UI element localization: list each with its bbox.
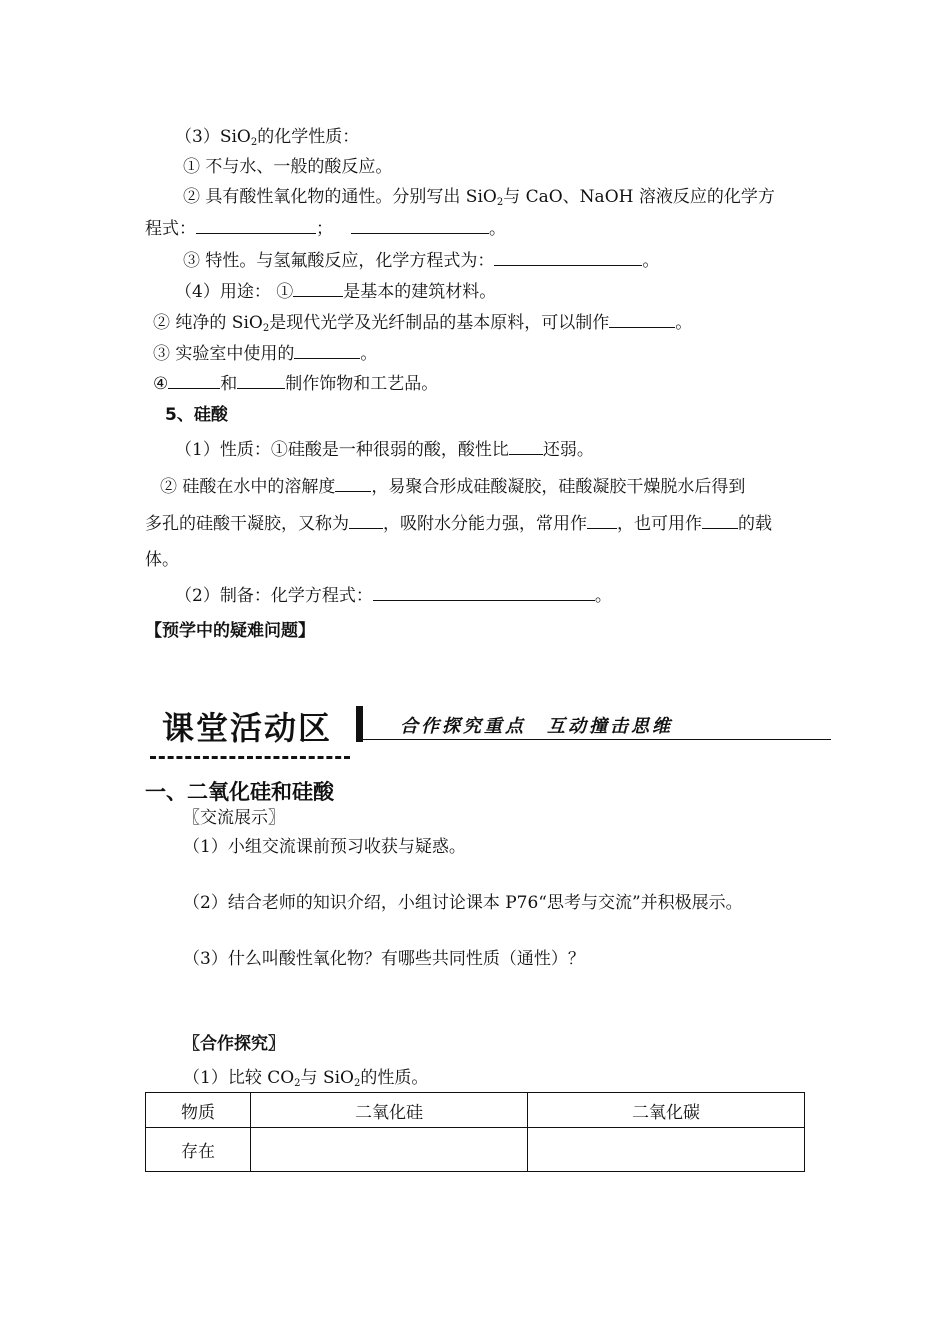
silicic-property-line-1: （1）性质：①硅酸是一种很弱的酸，酸性比 还弱。: [175, 440, 594, 460]
answer-blank[interactable]: [587, 512, 617, 529]
answer-blank[interactable]: [609, 311, 675, 328]
table-cell[interactable]: [528, 1128, 805, 1172]
silicic-preparation: （2）制备：化学方程式： 。: [175, 586, 612, 606]
table-cell: 存在: [146, 1128, 251, 1172]
silicic-property-line-4: 体。: [145, 550, 179, 570]
preview-problems-heading: 【预学中的疑难问题】: [145, 621, 315, 641]
answer-blank[interactable]: [196, 217, 316, 234]
silicic-acid-title: 5、硅酸: [165, 405, 228, 425]
silicic-property-line-3: 多孔的硅酸干凝胶，又称为 ，吸附水分能力强，常用作 ，也可用作 的载: [145, 514, 772, 534]
cooperation-task-1: （1）比较 $CO_2$与 SiO$_2$的性质。: [183, 1068, 429, 1089]
answer-blank[interactable]: [335, 475, 371, 492]
uses-item-4: ④ 和 制作饰物和工艺品。: [153, 374, 439, 394]
sio2-chem-properties-heading: （3）SiO$_2$的化学性质：: [175, 127, 360, 148]
table-cell[interactable]: [251, 1128, 528, 1172]
uses-item-3: ③ 实验室中使用的 。: [153, 344, 378, 364]
answer-blank[interactable]: [351, 217, 489, 234]
answer-blank[interactable]: [294, 342, 360, 359]
uses-item-2: ② 纯净的 SiO$_2$是现代光学及光纤制品的基本原料，可以制作 。: [153, 313, 693, 334]
answer-blank[interactable]: [293, 280, 343, 297]
banner-divider-bar: [356, 706, 363, 742]
property-item-1: ① 不与水、一般的酸反应。: [183, 157, 393, 177]
answer-blank[interactable]: [702, 512, 738, 529]
answer-blank[interactable]: [373, 584, 595, 601]
answer-blank[interactable]: [168, 372, 220, 389]
exchange-question-3: （3）什么叫酸性氧化物？有哪些共同性质（通性）？: [183, 949, 585, 969]
exchange-question-2: （2）结合老师的知识介绍，小组讨论课本 P76“思考与交流”并积极展示。: [183, 893, 743, 913]
table-header-row: [146, 1093, 805, 1128]
banner-subtitle: 合作探究重点 互动撞击思维: [400, 716, 673, 737]
section-heading: 一、二氧化硅和硅酸: [145, 780, 334, 804]
table-header-cell: 二氧化硅: [251, 1093, 528, 1128]
silicic-property-line-2: ② 硅酸在水中的溶解度 ，易聚合形成硅酸凝胶，硅酸凝胶干燥脱水后得到: [160, 477, 746, 497]
table-header-cell: 二氧化碳: [528, 1093, 805, 1128]
banner-dashed-underline: [150, 756, 350, 759]
table-row: [146, 1128, 805, 1172]
answer-blank[interactable]: [349, 512, 383, 529]
answer-blank[interactable]: [494, 249, 642, 266]
uses-heading: （4）用途： ① 是基本的建筑材料。: [175, 282, 497, 302]
banner-rule: [363, 739, 831, 740]
exchange-question-1: （1）小组交流课前预习收获与疑惑。: [183, 837, 466, 857]
property-item-2: ② 具有酸性氧化物的通性。分别写出 SiO$_2$与 CaO、NaOH 溶液反应的化学方: [183, 187, 775, 208]
answer-blank[interactable]: [237, 372, 285, 389]
cooperation-heading: 〖合作探究〗: [183, 1034, 285, 1054]
property-item-2-answer-line: 程式： ； 。: [145, 219, 506, 239]
table-header-cell: 物质: [146, 1093, 251, 1128]
property-item-3: ③ 特性。与氢氟酸反应，化学方程式为： 。: [183, 251, 660, 271]
answer-blank[interactable]: [509, 438, 543, 455]
exchange-heading: 〖交流展示〗: [183, 808, 285, 828]
comparison-table: [145, 1092, 805, 1172]
banner-title: 课堂活动区: [162, 709, 333, 747]
